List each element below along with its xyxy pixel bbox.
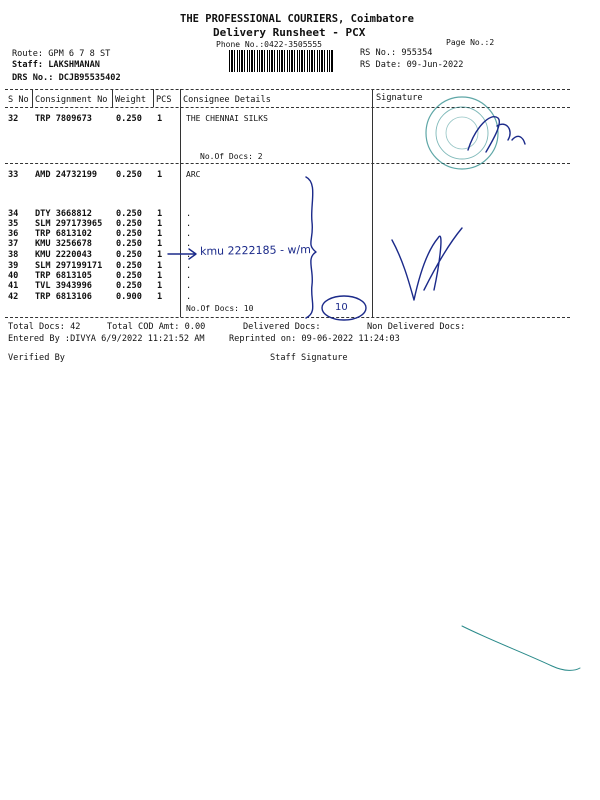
entered-by: Entered By :DIVYA 6/9/2022 11:21:52 AM — [8, 334, 205, 344]
page-number: Page No.:2 — [446, 38, 495, 47]
table-row-sno: 40 — [8, 271, 19, 281]
table-row-pcs: 1 — [157, 209, 163, 219]
handwritten-note: kmu 2222185 - w/m — [199, 243, 312, 258]
table-row-weight: 0.250 — [116, 219, 142, 229]
table-row-pcs: 1 — [157, 114, 163, 124]
company-name: THE PROFESSIONAL COURIERS, Coimbatore — [180, 13, 414, 25]
table-row-weight: 0.250 — [116, 281, 142, 291]
table-row-consignment: TVL 3943996 — [35, 281, 92, 291]
table-row-sno: 36 — [8, 229, 19, 239]
table-row-details: . — [186, 271, 192, 281]
table-row-weight: 0.250 — [116, 209, 142, 219]
route-label: Route: GPM 6 7 8 ST — [12, 49, 111, 59]
table-row-weight: 0.250 — [116, 170, 142, 180]
table-row-consignment: SLM 297173965 — [35, 219, 103, 229]
table-row-details: . — [186, 261, 192, 271]
handwritten-count: 10 — [335, 302, 348, 313]
drs-number: DRS No.: DCJB95535402 — [12, 73, 121, 83]
table-row-weight: 0.250 — [116, 261, 142, 271]
table-row-consignment: KMU 3256678 — [35, 239, 92, 249]
total-docs: Total Docs: 42 — [8, 322, 81, 332]
table-row-consignment: TRP 6813102 — [35, 229, 92, 239]
table-row-sno: 35 — [8, 219, 19, 229]
col-consignment: Consignment No — [35, 95, 108, 105]
phone-number: Phone No.:0422-3505555 — [216, 40, 322, 49]
rs-date: RS Date: 09-Jun-2022 — [360, 60, 464, 70]
rs-number: RS No.: 955354 — [360, 48, 433, 58]
table-row-weight: 0.250 — [116, 114, 142, 124]
table-row-consignment: TRP 6813106 — [35, 292, 92, 302]
table-row-consignment: KMU 2220043 — [35, 250, 92, 260]
table-row-pcs: 1 — [157, 229, 163, 239]
table-row-sno: 33 — [8, 170, 19, 180]
ink-stroke — [462, 626, 580, 670]
table-row-sno: 32 — [8, 114, 19, 124]
table-row-sno: 42 — [8, 292, 19, 302]
table-row-sno: 38 — [8, 250, 19, 260]
table-row-pcs: 1 — [157, 292, 163, 302]
company-stamp — [426, 97, 498, 169]
col-pcs: PCS — [156, 95, 172, 105]
group-docs-count: No.Of Docs: 2 — [200, 152, 263, 161]
col-details: Consignee Details — [183, 95, 271, 105]
arrow-mark — [168, 249, 196, 259]
table-row-pcs: 1 — [157, 281, 163, 291]
table-row-details: . — [186, 292, 192, 302]
table-row-pcs: 1 — [157, 271, 163, 281]
staff-label: Staff: LAKSHMANAN — [12, 60, 100, 70]
table-row-sno: 39 — [8, 261, 19, 271]
group-docs-count: No.Of Docs: 10 — [186, 304, 254, 313]
table-row-details: ARC — [186, 170, 201, 179]
table-row-sno: 34 — [8, 209, 19, 219]
table-row-weight: 0.250 — [116, 250, 142, 260]
verified-by: Verified By — [8, 353, 65, 363]
table-row-details: . — [186, 209, 192, 219]
table-row-weight: 0.250 — [116, 239, 142, 249]
reprinted-on: Reprinted on: 09-06-2022 11:24:03 — [229, 334, 400, 344]
table-row-pcs: 1 — [157, 261, 163, 271]
col-weight: Weight — [115, 95, 147, 105]
table-row-weight: 0.250 — [116, 271, 142, 281]
table-row-pcs: 1 — [157, 239, 163, 249]
table-row-weight: 0.250 — [116, 229, 142, 239]
table-row-details: THE CHENNAI SILKS — [186, 114, 268, 123]
non-delivered-docs: Non Delivered Docs: — [367, 322, 466, 332]
delivered-docs: Delivered Docs: — [243, 322, 321, 332]
signature-scribble — [392, 228, 462, 300]
table-row-consignment: DTY 3668812 — [35, 209, 92, 219]
table-row-weight: 0.900 — [116, 292, 142, 302]
table-row-sno: 41 — [8, 281, 19, 291]
table-row-sno: 37 — [8, 239, 19, 249]
table-row-consignment: SLM 297199171 — [35, 261, 103, 271]
table-row-details: . — [186, 229, 192, 239]
table-row-consignment: TRP 7809673 — [35, 114, 92, 124]
col-sno: S No — [8, 95, 29, 105]
table-row-details: . — [186, 219, 192, 229]
table-row-details: . — [186, 250, 192, 260]
table-row-consignment: AMD 24732199 — [35, 170, 98, 180]
total-cod: Total COD Amt: 0.00 — [107, 322, 206, 332]
table-row-pcs: 1 — [157, 170, 163, 180]
staff-signature: Staff Signature — [270, 353, 348, 363]
table-row-consignment: TRP 6813105 — [35, 271, 92, 281]
table-row-details: . — [186, 239, 192, 249]
table-row-pcs: 1 — [157, 219, 163, 229]
table-row-pcs: 1 — [157, 250, 163, 260]
table-row-details: . — [186, 281, 192, 291]
runsheet-title: Delivery Runsheet - PCX — [213, 26, 366, 39]
col-signature: Signature — [376, 93, 423, 103]
